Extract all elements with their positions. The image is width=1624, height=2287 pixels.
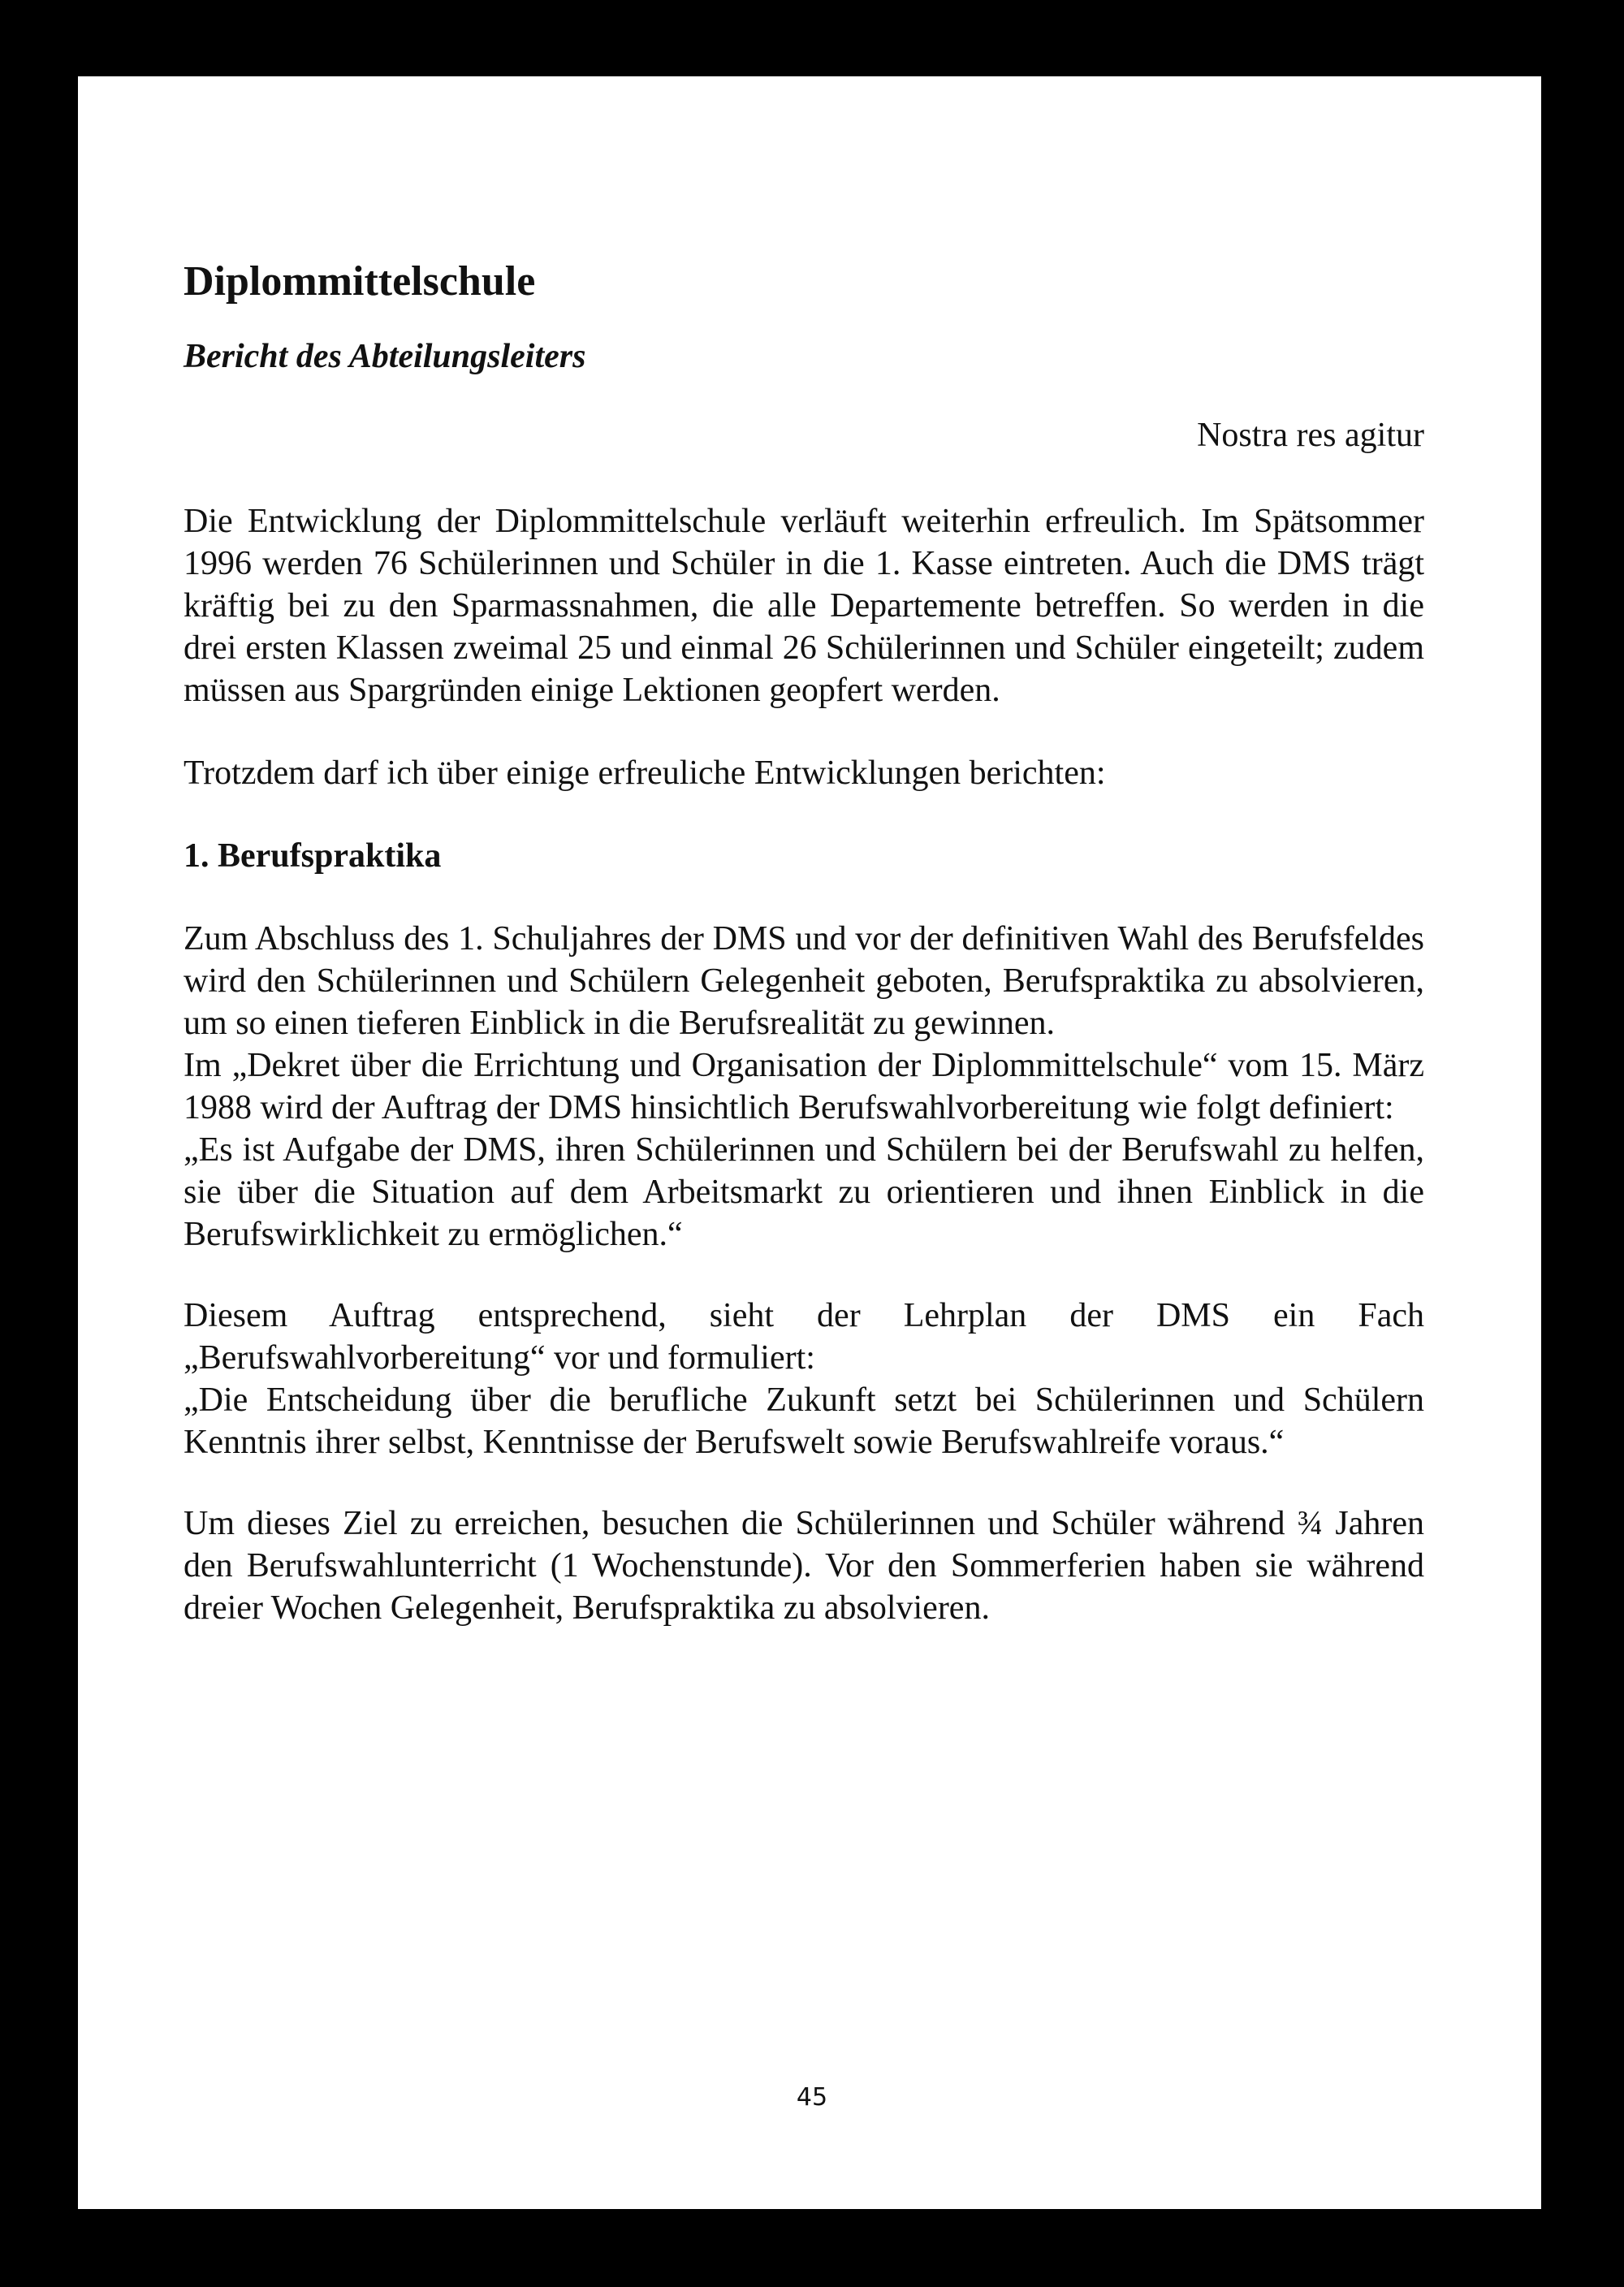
lehrplan-paragraph: Diesem Auftrag entsprechend, sieht der Lehrplan der DMS ein Fach „Berufswahlvorbereitung“ vor und formuliert:	[184, 1297, 1424, 1377]
trotzdem-paragraph: Trotzdem darf ich über einige erfreuliche Entwicklungen berichten:	[184, 754, 1106, 792]
motto: Nostra res agitur	[1197, 417, 1424, 454]
abschluss-paragraph: Zum Abschluss des 1. Schuljahres der DMS und vor der definitiven Wahl des Berufsfeldes wird den Schülerinnen und Schülern Gelegenheit geboten, Berufspraktika zu absolvieren, um so einen tieferen Einblick in die Berufsrealität zu gewinnen.	[184, 920, 1424, 1042]
page-number: 45	[796, 2083, 828, 2112]
section-heading: 1. Berufspraktika	[184, 837, 442, 875]
ziel-paragraph: Um dieses Ziel zu erreichen, besuchen die Schülerinnen und Schüler während ¾ Jahren den Berufswahlunterricht (1 Wochenstunde). Vor den Sommerferien haben sie während dreier Wochen Gelegenheit, Berufspraktika zu absolvieren.	[184, 1505, 1424, 1627]
dekret-paragraph: Im „Dekret über die Errichtung und Organisation der Diplommittelschule“ vom 15. März 1988 wird der Auftrag der DMS hinsichtlich Berufswahlvorbereitung wie folgt definiert:	[184, 1047, 1424, 1126]
document-body	[184, 257, 1424, 1629]
dekret-quote: „Es ist Aufgabe der DMS, ihren Schülerinnen und Schülern bei der Berufswahl zu helfen, sie über die Situation auf dem Arbeitsmarkt zu orientieren und ihnen Einblick in die Berufswirklichkeit zu ermöglichen.“	[184, 1131, 1424, 1253]
lehrplan-quote: „Die Entscheidung über die berufliche Zukunft setzt bei Schülerinnen und Schülern Kenntnis ihrer selbst, Kenntnisse der Berufswelt sowie Berufswahlreife voraus.“	[184, 1381, 1424, 1461]
intro-paragraph: Die Entwicklung der Diplommittelschule verläuft weiterhin erfreulich. Im Spätsommer 1996 werden 76 Schülerinnen und Schüler in die 1. Kasse eintreten. Auch die DMS trägt kräftig bei zu den Sparmassnahmen, die alle Departemente betreffen. So werden in die drei ersten Klassen zweimal 25 und einmal 26 Schülerinnen und Schüler eingeteilt; zudem müssen aus Spargründen einige Lektionen geopfert werden.	[184, 503, 1424, 709]
document-subtitle: Bericht des Abteilungsleiters	[184, 338, 586, 375]
document-title: Diplommittelschule	[184, 258, 536, 305]
